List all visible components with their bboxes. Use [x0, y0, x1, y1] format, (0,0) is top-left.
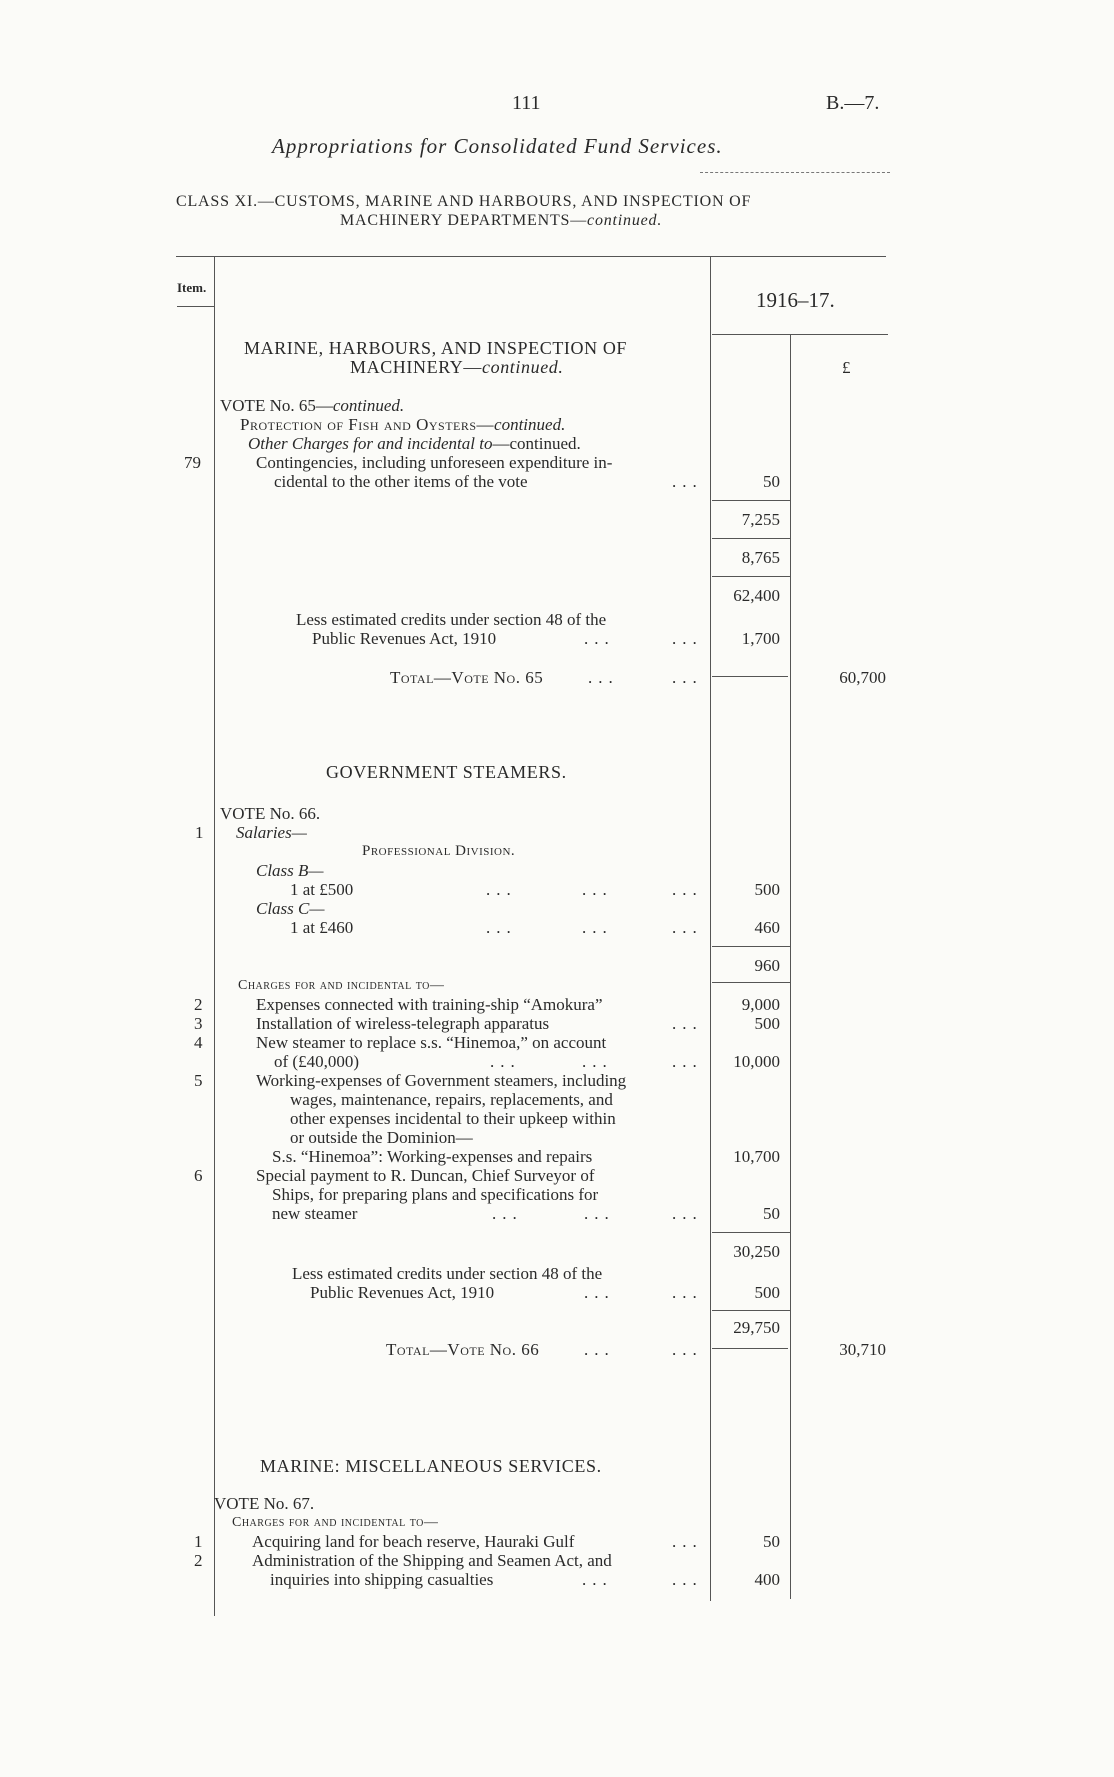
item-2-text: Expenses connected with training-ship “Amokura” [256, 995, 603, 1014]
charges-heading: Charges for and incidental to— [238, 978, 445, 993]
currency-symbol: £ [842, 358, 851, 377]
table-top-rule [176, 256, 886, 257]
year-column-header: 1916–17. [756, 288, 835, 312]
item-6-text-cont: Ships, for preparing plans and specifications for [272, 1185, 599, 1204]
amount: 500 [754, 1014, 780, 1033]
item-5-text: Working-expenses of Government steamers, including [256, 1071, 627, 1090]
leader-dots: ... [582, 918, 613, 937]
leader-dots: ... [584, 1204, 615, 1223]
item-column-header: Item. [177, 280, 207, 295]
leader-dots: ... [582, 880, 613, 899]
item-number: 1 [195, 823, 204, 842]
amount: 50 [763, 1204, 780, 1223]
amount-column-rule-mid [790, 334, 791, 1599]
item-3-text: Installation of wireless-telegraph apparatus [256, 1014, 550, 1033]
total-amount: 30,710 [839, 1340, 886, 1359]
less-credits-text: Less estimated credits under section 48 of the [296, 610, 607, 629]
subtotal: 960 [754, 956, 780, 975]
net-amount: 29,750 [733, 1318, 780, 1337]
item-2-text-cont: inquiries into shipping casualties [270, 1570, 494, 1589]
vote-66-heading: VOTE No. 66. [220, 804, 321, 823]
item-4-text: New steamer to replace s.s. “Hinemoa,” on account [256, 1033, 607, 1052]
amount: 500 [754, 1283, 780, 1302]
class-b-label: Class B— [256, 861, 324, 880]
item-number: 4 [194, 1033, 203, 1052]
leader-dots: ... [582, 1570, 613, 1589]
leader-dots: ... [672, 1570, 703, 1589]
item-column-rule [214, 256, 215, 1616]
less-credits-text-cont: Public Revenues Act, 1910 [312, 629, 497, 648]
item-5-text-cont: other expenses incidental to their upkeep within [290, 1109, 616, 1128]
item-number: 79 [184, 453, 201, 472]
item-2-text: Administration of the Shipping and Seamen Act, and [252, 1551, 612, 1570]
section-heading-marine-misc: MARINE: MISCELLANEOUS SERVICES. [260, 1456, 602, 1476]
vote-65-subhead: Protection of Fish and Oysters—continued. [240, 415, 566, 434]
item-number: 6 [194, 1166, 203, 1185]
item-4-text-cont: of (£40,000) [274, 1052, 359, 1071]
vote-67-heading: VOTE No. 67. [214, 1494, 315, 1513]
subtotal: 8,765 [741, 548, 780, 567]
subtotal: 7,255 [741, 510, 780, 529]
item-6-text: Special payment to R. Duncan, Chief Surveyor of [256, 1166, 595, 1185]
amount: 50 [763, 1532, 780, 1551]
total-amount: 60,700 [839, 668, 886, 687]
amount: 1,700 [741, 629, 780, 648]
subtotal: 62,400 [733, 586, 780, 605]
item-79-text-cont: cidental to the other items of the vote [274, 472, 528, 491]
section-heading-marine-harbours: MARINE, HARBOURS, AND INSPECTION OF [244, 338, 628, 358]
class-b-line: 1 at £500 [290, 880, 354, 899]
item-6-text-cont: new steamer [272, 1204, 358, 1223]
item-number: 2 [194, 1551, 203, 1570]
item-5-text-cont: wages, maintenance, repairs, replacements, and [290, 1090, 613, 1109]
vote-65-other-charges: Other Charges for and incidental to—continued. [248, 434, 581, 453]
class-heading-line2: MACHINERY DEPARTMENTS—continued. [340, 212, 663, 229]
leader-dots: ... [672, 1014, 703, 1033]
item-79-text: Contingencies, including unforeseen expenditure in- [256, 453, 613, 472]
leader-dots: ... [584, 629, 615, 648]
leader-dots: ... [672, 472, 703, 491]
document-code: B.—7. [826, 92, 880, 114]
amount: 50 [763, 472, 780, 491]
amount: 460 [754, 918, 780, 937]
leader-dots: ... [486, 918, 517, 937]
item-number: 3 [194, 1014, 203, 1033]
class-heading-line1: CLASS XI.—CUSTOMS, MARINE AND HARBOURS, AND INSPECTION OF [176, 193, 752, 210]
class-c-line: 1 at £460 [290, 918, 354, 937]
leader-dots: ... [584, 1340, 615, 1359]
leader-dots: ... [672, 1052, 703, 1071]
item-number: 2 [194, 995, 203, 1014]
less-credits-text: Less estimated credits under section 48 of the [292, 1264, 603, 1283]
amount: 400 [754, 1570, 780, 1589]
leader-dots: ... [672, 1340, 703, 1359]
total-vote-66-label: Total—Vote No. 66 [386, 1340, 540, 1359]
class-c-label: Class C— [256, 899, 325, 918]
leader-dots: ... [486, 880, 517, 899]
subtotal: 30,250 [733, 1242, 780, 1261]
charges-heading: Charges for and incidental to— [232, 1515, 439, 1530]
leader-dots: ... [582, 1052, 613, 1071]
leader-dots: ... [672, 1204, 703, 1223]
item-1-text: Acquiring land for beach reserve, Hauraki Gulf [252, 1532, 575, 1551]
amount: 10,700 [733, 1147, 780, 1166]
item-5-text-cont: or outside the Dominion— [290, 1128, 473, 1147]
leader-dots: ... [672, 918, 703, 937]
leader-dots: ... [584, 1283, 615, 1302]
vote-65-heading: VOTE No. 65—continued. [220, 396, 405, 415]
leader-dots: ... [672, 668, 703, 687]
total-vote-65-label: Total—Vote No. 65 [390, 668, 544, 687]
leader-dots: ... [588, 668, 619, 687]
leader-dots: ... [672, 1283, 703, 1302]
leader-dots: ... [672, 880, 703, 899]
amount: 9,000 [741, 995, 780, 1014]
document-title: Appropriations for Consolidated Fund Services. [272, 134, 723, 158]
section-heading-government-steamers: GOVERNMENT STEAMERS. [326, 762, 567, 782]
section-heading-marine-harbours-cont: MACHINERY—continued. [350, 357, 564, 377]
less-credits-text-cont: Public Revenues Act, 1910 [310, 1283, 495, 1302]
professional-division-label: Professional Division. [362, 843, 516, 859]
item-number: 1 [194, 1532, 203, 1551]
amount: 500 [754, 880, 780, 899]
page-number: 111 [512, 92, 541, 114]
leader-dots: ... [672, 629, 703, 648]
amount-column-rule-left [710, 256, 711, 1601]
leader-dots: ... [490, 1052, 521, 1071]
item-5-sub: S.s. “Hinemoa”: Working-expenses and repairs [272, 1147, 593, 1166]
leader-dots: ... [492, 1204, 523, 1223]
item-number: 5 [194, 1071, 203, 1090]
salaries-label: Salaries— [236, 823, 307, 842]
amount: 10,000 [733, 1052, 780, 1071]
leader-dots: ... [672, 1532, 703, 1551]
